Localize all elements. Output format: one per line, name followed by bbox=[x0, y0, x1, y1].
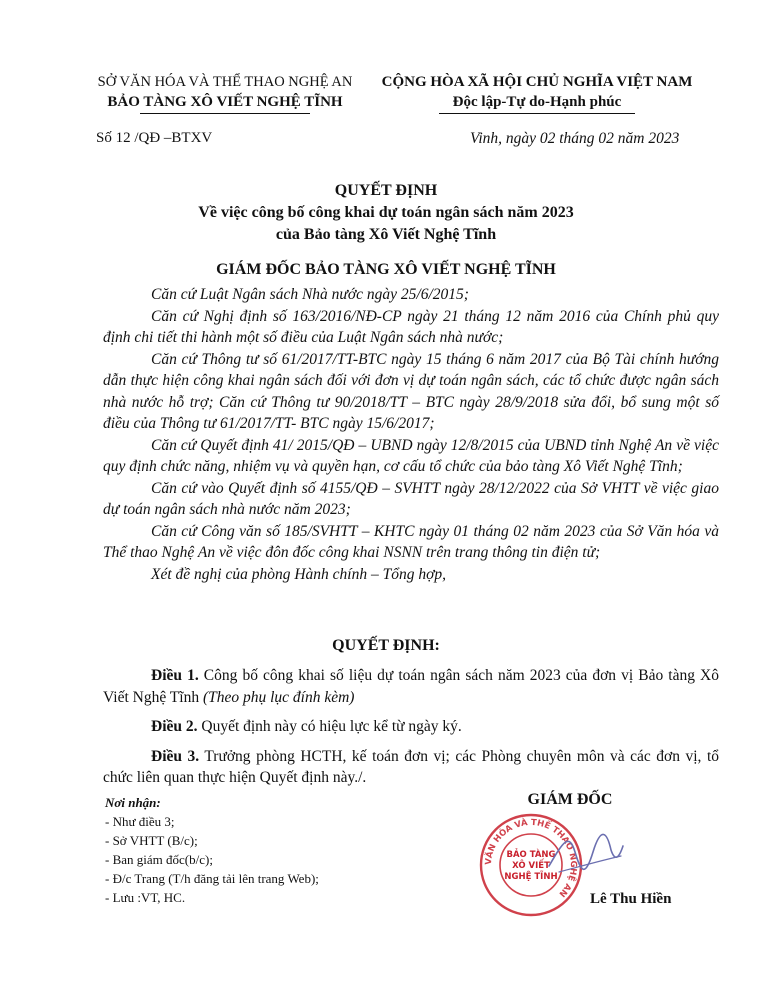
article-3 bbox=[103, 746, 719, 789]
title-main: QUYẾT ĐỊNH bbox=[334, 182, 438, 199]
document-title bbox=[0, 180, 772, 246]
recipient-item: - Sở VHTT (B/c); bbox=[105, 833, 198, 848]
motto: Độc lập-Tự do-Hạnh phúc bbox=[452, 94, 622, 110]
recipient-item: - Như điều 3; bbox=[105, 814, 175, 829]
articles bbox=[103, 665, 719, 797]
basis-item: Căn cứ vào Quyết định số 4155/QĐ – SVHTT ngày 28/12/2022 của Sở VHTT về việc giao dự toán ngân sách nhà nước năm 2023; bbox=[103, 479, 719, 518]
article-text: Công bố công khai số liệu dự toán ngân sách năm 2023 của đơn vị Bảo tàng Xô Viết Nghệ Tĩnh bbox=[103, 667, 720, 706]
title-sub-1: Về việc công bố công khai dự toán ngân sách năm 2023 bbox=[198, 204, 574, 221]
article-text: Trưởng phòng HCTH, kế toán đơn vị; các Phòng chuyên môn và các đơn vị, tổ chức liên quan thực hiện Quyết định này./. bbox=[103, 747, 719, 786]
seal-center-line-2: XÔ VIẾT bbox=[512, 861, 550, 871]
recipients-title: Nơi nhận: bbox=[105, 795, 161, 810]
signature-position: GIÁM ĐỐC bbox=[527, 791, 613, 808]
country-name: CỘNG HÒA XÃ HỘI CHỦ NGHĨA VIỆT NAM bbox=[381, 74, 693, 90]
seal-outer-text: VĂN HÓA VÀ THỂ THAO NGHỆ AN bbox=[483, 817, 579, 899]
department-name: SỞ VĂN HÓA VÀ THỂ THAO NGHỆ AN bbox=[97, 74, 353, 90]
issuer-heading: GIÁM ĐỐC BẢO TÀNG XÔ VIẾT NGHỆ TĨNH bbox=[216, 261, 556, 278]
signer-name: Lê Thu Hiền bbox=[590, 891, 672, 907]
basis-item: Căn cứ Luật Ngân sách Nhà nước ngày 25/6/2015; bbox=[151, 286, 469, 303]
org-underline bbox=[140, 113, 310, 114]
date-line: Vinh, ngày 02 tháng 02 năm 2023 bbox=[470, 130, 680, 147]
article-2 bbox=[103, 716, 719, 738]
recipient-item: - Đ/c Trang (T/h đăng tải lên trang Web); bbox=[105, 871, 319, 886]
seal-center-line-1: BẢO TÀNG bbox=[506, 850, 556, 860]
document-number: Số 12 /QĐ –BTXV bbox=[96, 130, 213, 146]
decision-heading: QUYẾT ĐỊNH: bbox=[332, 637, 440, 654]
title-sub-2: của Bảo tàng Xô Viết Nghệ Tĩnh bbox=[275, 226, 497, 243]
basis-item: Căn cứ Nghị định số 163/2016/NĐ-CP ngày 21 tháng 12 năm 2016 của Chính phủ quy định chi tiết thi hành một số điều của Luật Ngân sách nhà nước; bbox=[103, 307, 719, 346]
article-text: Quyết định này có hiệu lực kể từ ngày ký. bbox=[197, 718, 462, 735]
basis-item: Căn cứ Quyết định 41/ 2015/QĐ – UBND ngày 12/8/2015 của UBND tỉnh Nghệ An về việc quy định chức năng, nhiệm vụ và quyền hạn, cơ cấu tổ chức của bảo tàng Xô Viết Nghệ Tĩnh; bbox=[103, 436, 719, 475]
article-1 bbox=[103, 665, 719, 708]
seal-center-line-3: NGHỆ TĨNH bbox=[504, 872, 558, 882]
article-label: Điều 1. bbox=[151, 667, 199, 684]
basis-item: Căn cứ Thông tư số 61/2017/TT-BTC ngày 15 tháng 6 năm 2017 của Bộ Tài chính hướng dẫn thực hiện công khai ngân sách đối với đơn vị dự toán ngân sách, các tổ chức được ngân sách nhà nước hỗ trợ; Căn cứ Thông tư 90/2018/TT – BTC ngày 28/9/2018 sửa đổi, bổ sung một số điều của Thông tư 61/2017/TT- BTC ngày 15/6/2017; bbox=[103, 350, 719, 432]
article-label: Điều 3. bbox=[151, 747, 200, 765]
article-label: Điều 2. bbox=[151, 718, 198, 735]
recipient-item: - Ban giám đốc(b/c); bbox=[105, 852, 213, 867]
basis-item: Xét đề nghị của phòng Hành chính – Tổng hợp, bbox=[151, 565, 446, 583]
recipients bbox=[105, 793, 319, 907]
organization-name: BẢO TÀNG XÔ VIẾT NGHỆ TĨNH bbox=[107, 94, 343, 110]
handwritten-signature bbox=[545, 822, 625, 888]
article-note: (Theo phụ lục đính kèm) bbox=[202, 688, 355, 706]
header-left bbox=[60, 72, 390, 114]
recipient-item: - Lưu :VT, HC. bbox=[105, 890, 186, 905]
motto-underline bbox=[439, 113, 635, 114]
basis-item: Căn cứ Công văn số 185/SVHTT – KHTC ngày 01 tháng 02 năm 2023 của Sở Văn hóa và Thể thao Nghệ An về việc đôn đốc công khai NSNN trên trang thông tin điện tử; bbox=[103, 522, 719, 561]
header-right bbox=[372, 72, 702, 114]
legal-bases bbox=[103, 284, 719, 585]
